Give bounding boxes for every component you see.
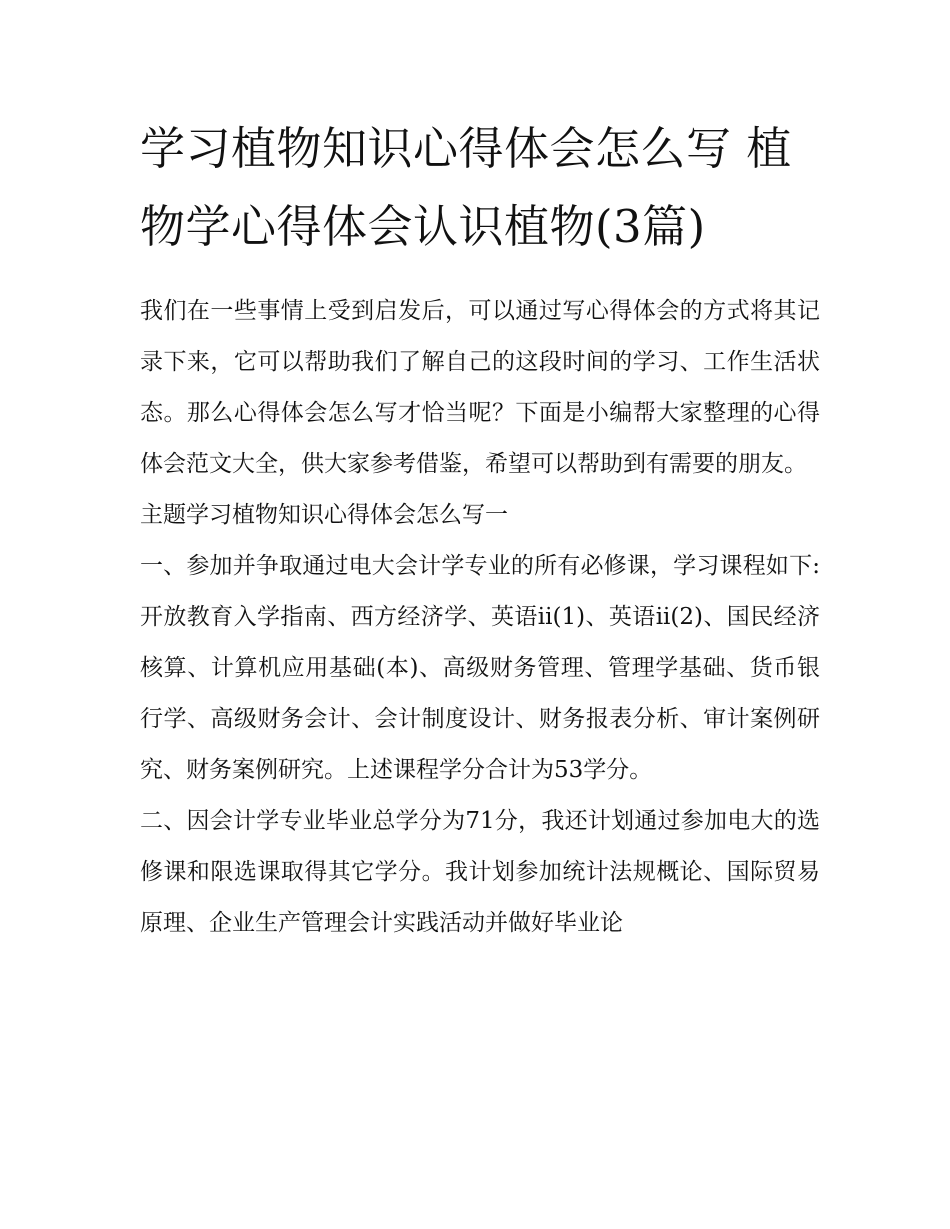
body-paragraph-1: 一、参加并争取通过电大会计学专业的所有必修课，学习课程如下:开放教育入学指南、西方经济学、英语ii(1)、英语ii(2)、国民经济核算、计算机应用基础(本)、高级财务管理、管理学基础、货币银行学、高级财务会计、会计制度设计、财务报表分析、审计案例研究、财务案例研究。上述课程学分合计为53学分。: [140, 553, 820, 783]
document-title: 学习植物知识心得体会怎么写 植物学心得体会认识植物(3篇): [140, 122, 792, 253]
body-paragraph-2: 二、因会计学专业毕业总学分为71分，我还计划通过参加电大的选修课和限选课取得其它学分。我计划参加统计法规概论、国际贸易原理、企业生产管理会计实践活动并做好毕业论: [140, 808, 820, 936]
section-heading: 主题学习植物知识心得体会怎么写一: [140, 502, 508, 528]
document-page: [140, 110, 820, 949]
intro-paragraph: 我们在一些事情上受到启发后，可以通过写心得体会的方式将其记录下来，它可以帮助我们了解自己的这段时间的学习、工作生活状态。那么心得体会怎么写才恰当呢？下面是小编帮大家整理的心得体会范文大全，供大家参考借鉴，希望可以帮助到有需要的朋友。: [140, 298, 820, 477]
